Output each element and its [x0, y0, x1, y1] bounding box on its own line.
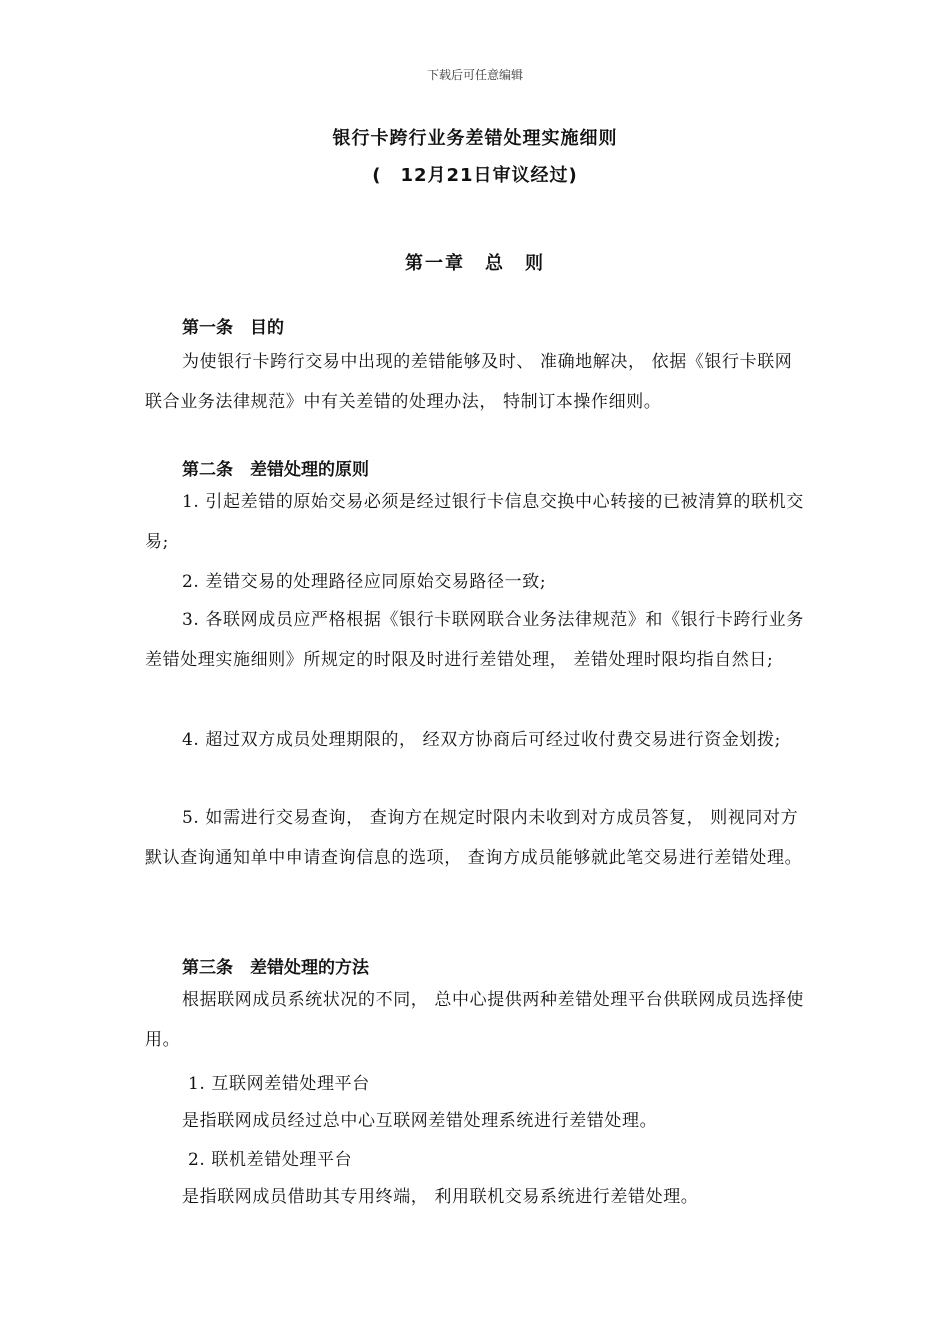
article-2-item-2: 2. 差错交易的处理路径应同原始交易路径一致;	[182, 572, 547, 592]
article-3-item-2-desc: 是指联网成员借助其专用终端， 利用联机交易系统进行差错处理。	[182, 1187, 699, 1207]
article-3-intro: 根据联网成员系统状况的不同， 总中心提供两种差错处理平台供联网成员选择使用。	[145, 990, 805, 1050]
article-1-body: 为使银行卡跨行交易中出现的差错能够及时、 准确地解决， 依据《银行卡联网联合业务法律规范》中有关差错的处理办法， 特制订本操作细则。	[145, 352, 793, 412]
article-1-heading: 第一条 目的	[182, 318, 284, 338]
chapter-heading: 第一章 总 则	[405, 253, 545, 274]
article-2-item-3: 3. 各联网成员应严格根据《银行卡联网联合业务法律规范》和《银行卡跨行业务差错处理实施细则》所规定的时限及时进行差错处理， 差错处理时限均指自然日;	[145, 610, 804, 670]
page-header-note: 下载后可任意编辑	[426, 68, 523, 82]
document-subtitle: ( 12月21日审议经过)	[372, 165, 578, 186]
article-2-item-5: 5. 如需进行交易查询， 查询方在规定时限内未收到对方成员答复， 则视同对方默认查询通知单中申请查询信息的选项， 查询方成员能够就此笔交易进行差错处理。	[145, 808, 803, 868]
article-2-item-4: 4. 超过双方成员处理期限的， 经双方协商后可经过收付费交易进行资金划拨;	[182, 730, 781, 750]
article-3-item-2: 2. 联机差错处理平台	[188, 1150, 353, 1170]
article-3-heading: 第三条 差错处理的方法	[182, 958, 369, 978]
article-2-item-1: 1. 引起差错的原始交易必须是经过银行卡信息交换中心转接的已被清算的联机交易;	[145, 492, 804, 552]
article-3-item-1-desc: 是指联网成员经过总中心互联网差错处理系统进行差错处理。	[182, 1111, 658, 1131]
document-title: 银行卡跨行业务差错处理实施细则	[332, 128, 618, 149]
article-3-item-1: 1. 互联网差错处理平台	[188, 1074, 370, 1094]
article-2-heading: 第二条 差错处理的原则	[182, 460, 369, 480]
